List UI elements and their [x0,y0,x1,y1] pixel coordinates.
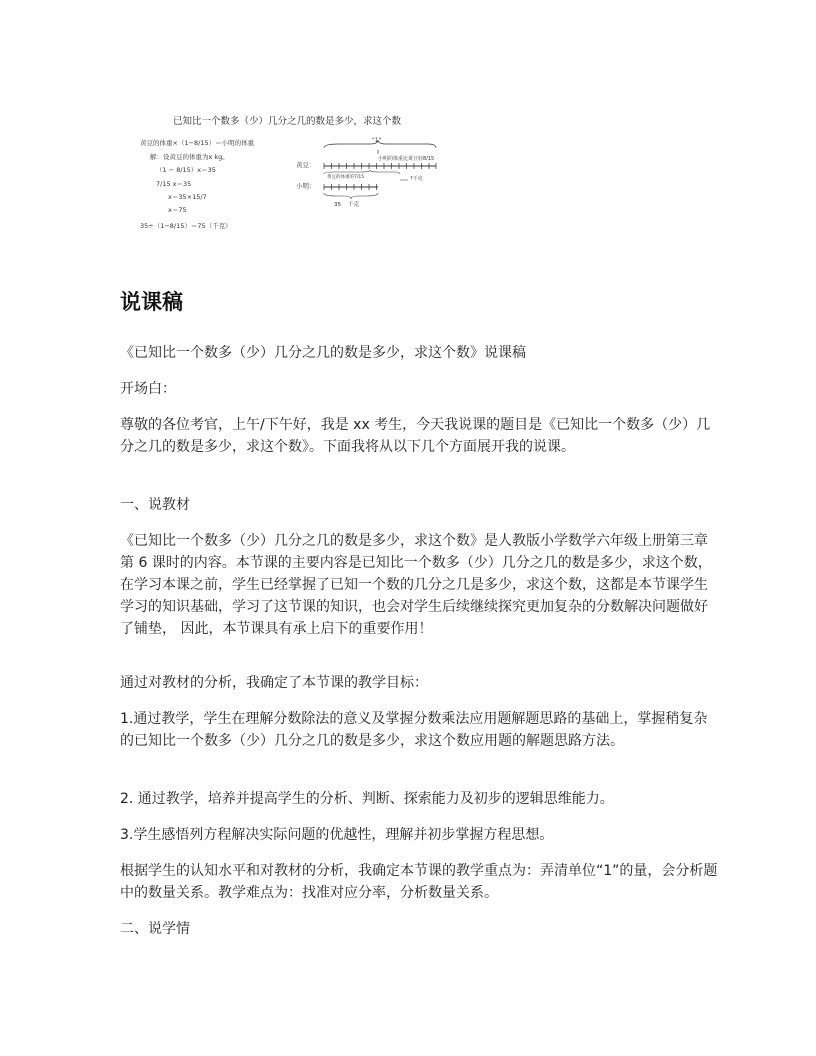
diagram-row2-label: 小明： [296,182,316,190]
diagram-row1-label: 黄豆： [296,161,316,169]
page-title: 说课稿 [120,290,183,314]
figure-title: 已知比一个数多（少）几分之几的数是多少，求这个数 [173,116,402,127]
diagram-quote-label: "1" [372,137,382,144]
figure-equation-line: x＝75 [168,206,187,214]
opening-label: 开场白： [120,381,176,397]
figure-equation-line: 解：设黄豆的体重为x kg。 [150,153,229,161]
figure-equation-line: x＝35×15/7 [168,193,207,201]
opening-paragraph: 尊敬的各位考官，上午/下午好，我是 xx 考生，今天我说课的题目是《已知比一个数多（少）几分之几的数是多少，求这个数》。下面我将从以下几个方面展开我的说课。 [120,417,711,455]
figure-equation-line: 7/15 x＝35 [156,180,192,188]
section-heading-students: 二、说学情 [120,921,190,937]
objective-item-3: 3.学生感悟列方程解决实际问题的优越性，理解并初步掌握方程思想。 [120,827,554,843]
line-segment-diagram [138,108,448,238]
figure-equation-line: 35÷（1−8/15）＝75（千克） [140,222,232,230]
diagram-top-note: 小明的体重比黄豆轻8/15 [378,156,435,162]
figure-equation-line: （1 − 8/15）x＝35 [156,166,216,174]
diagram-bottom-value: 35 [334,202,341,208]
textbook-paragraph: 《已知比一个数多（少）几分之几的数是多少，求这个数》是人教版小学数学六年级上册第三章第 6 课时的内容。本节课的主要内容是已知比一个数多（少）几分之几的数是多少，求这个数，在学习本课之前，学生已经掌握了已知一个数的几分之几是多少，求这个数，这都是本节课学生学习的知识基础，学习了这节课的知识，也会对学生后续继续探究更加复杂的分数解决问题做好了铺垫， 因此，本节课具有承上启下的重要作用！ [120,533,712,637]
section-heading-textbook: 一、说教材 [120,497,190,513]
objective-item-1: 1.通过教学，学生在理解分数除法的意义及掌握分数乘法应用题解题思路的基础上，掌握稍复杂的已知比一个数多（少）几分之几的数是多少，求这个数应用题的解题思路方法。 [120,711,708,749]
key-points-paragraph: 根据学生的认知水平和对教材的分析，我确定本节课的教学重点为：弄清单位“1”的量，会分析题中的数量关系。教学难点为：找准对应分率，分析数量关系。 [120,863,718,901]
worked-example-figure [138,108,448,238]
bottom-brace [324,193,378,199]
figure-equation-line: 黄豆的体重×（1−8/15）＝小明的体重 [140,139,255,147]
objectives-intro: 通过对教材的分析，我确定了本节课的教学目标： [120,675,428,691]
diagram-bottom-unit: 千克 [348,202,360,208]
diagram-middle-note: 黄豆的体重的7/15 [327,175,365,180]
document-subtitle: 《已知比一个数多（少）几分之几的数是多少，求这个数》说课稿 [120,345,526,361]
diagram-right-note: ?千克 [410,176,423,182]
middle-brace [324,170,400,174]
objective-item-2: 2. 通过教学，培养并提高学生的分析、判断、探索能力及初步的逻辑思维能力。 [120,791,614,807]
